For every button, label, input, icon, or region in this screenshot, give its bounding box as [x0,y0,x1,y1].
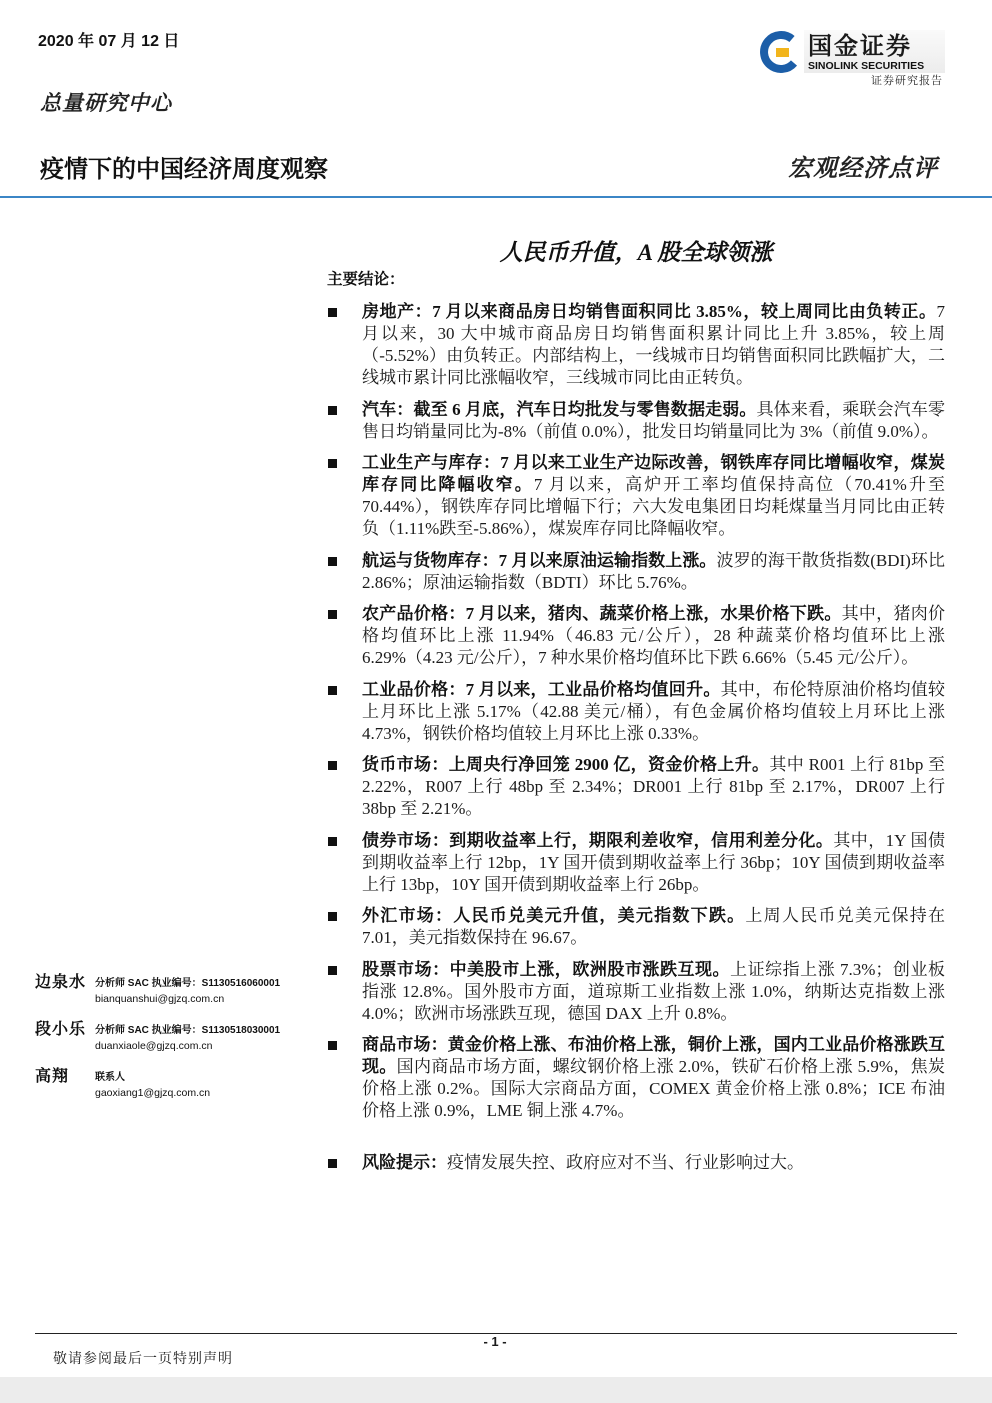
conclusion-heading: 股票市场：中美股市上涨，欧洲股市涨跌互现。 [362,959,731,979]
conclusion-heading: 房地产：7 月以来商品房日均销售面积同比 3.85%，较上周同比由负转正。 [362,302,937,321]
conclusion-item [362,905,945,949]
conclusion-heading: 债券市场：到期收益率上行，期限利差收窄，信用利差分化。 [362,830,834,850]
analyst-email: duanxiaole@gjzq.com.cn [95,1040,213,1052]
risk-warning-text: 疫情发展失控、政府应对不当、行业影响过大。 [447,1153,804,1172]
conclusion-heading: 汽车：截至 6 月底，汽车日均批发与零售数据走弱。 [362,399,757,419]
page-number: - 1 - [445,1334,545,1350]
analyst-card [35,974,315,1014]
conclusion-text: 其中，1Y 国债到期收益率上行 12bp，1Y 国开债到期收益率上行 36bp；10Y 国债到期收益率上行 13bp，10Y 国开债到期收益率上行 26bp。 [362,830,945,894]
analyst-name: 边泉水 [35,974,87,991]
risk-warning-item [362,1152,945,1174]
analyst-email: gaoxiang1@gjzq.com.cn [95,1087,211,1099]
conclusion-item [362,399,945,443]
bullet-square-icon [328,1041,337,1050]
footer-disclaimer: 敬请参阅最后一页特别声明 [53,1352,233,1367]
bullet-square-icon [328,761,337,770]
logo-name-cn: 国金证券 [808,32,912,60]
conclusion-text: 上周人民币兑美元保持在 7.01，美元指数保持在 96.67。 [362,906,946,947]
conclusion-heading: 外汇市场：人民币兑美元升值，美元指数下跌。 [362,906,746,925]
header-divider [0,196,992,198]
conclusion-text: 波罗的海干散货指数(BDI)环比 2.86%；原油运输指数（BDTI）环比 5.76%。 [362,550,945,592]
conclusion-item [362,754,945,820]
analyst-name: 高翔 [35,1068,70,1085]
conclusion-text: 7 月以来，高炉开工率均值保持高位（70.41%升至 70.44%），钢铁库存同比增幅下行；六大发电集团日均耗煤量当月同比由正转负（1.11%跌至-5.86%），煤炭库存同比降幅收窄。 [362,475,946,538]
bullet-square-icon [328,966,337,975]
bullet-square-icon [328,686,337,695]
sinolink-logo-icon [757,30,801,74]
bullet-square-icon [328,912,337,921]
logo-name-en: SINOLINK SECURITIES [808,60,925,72]
conclusion-text: 上证综指上涨 7.3%；创业板指涨 12.8%。国外股市方面，道琼斯工业指数上涨 1.0%，纳斯达克指数上涨 4.0%；欧洲市场涨跌互现，德国 DAX 上升 0.8%。 [362,959,945,1023]
logo-tagline: 证券研究报告 [871,75,943,87]
footer-band [0,1377,992,1403]
conclusion-heading: 工业品价格：7 月以来，工业品价格均值回升。 [362,679,721,699]
analyst-name: 段小乐 [35,1021,87,1038]
conclusions-label: 主要结论： [327,271,405,288]
report-date: 2020 年 07 月 12 日 [38,33,180,50]
bullet-square-icon [328,406,337,415]
conclusion-item [362,959,945,1025]
conclusion-item [362,603,945,669]
conclusion-heading: 商品市场：黄金价格上涨、布油价格上涨，铜价上涨，国内工业品价格涨跌互现。 [362,1035,945,1076]
conclusion-item [362,830,945,896]
conclusion-text: 7 月以来，30 大中城市商品房日均销售面积累计同比上升 3.85%，较上周（-5.52%）由负转正。内部结构上，一线城市日均销售面积同比跌幅扩大，二线城市累计同比涨幅收窄，三线城市同比由正转负。 [362,302,945,387]
conclusion-text: 具体来看，乘联会汽车零售日均销量同比为-8%（前值 0.0%），批发日均销量同比为 3%（前值 9.0%）。 [362,399,946,441]
conclusion-item [362,301,945,389]
analyst-role: 联系人 [95,1072,125,1083]
conclusion-item [362,679,945,745]
conclusions-list [362,301,945,1184]
conclusion-heading: 工业生产与库存：7 月以来工业生产边际改善，钢铁库存同比增幅收窄，煤炭库存同比降幅收窄。 [362,453,945,494]
page-title: 人民币升值，A 股全球领涨 [499,240,773,265]
conclusion-text: 其中 R001 上行 81bp 至 2.22%，R007 上行 48bp 至 2.34%；DR001 上行 81bp 至 2.17%，DR007 上行 38bp 至 2.21%。 [362,755,945,818]
analyst-email: bianquanshui@gjzq.com.cn [95,993,225,1005]
conclusion-text: 国内商品市场方面，螺纹钢价格上涨 2.0%，铁矿石价格上涨 5.9%，焦炭价格上涨 0.2%。国际大宗商品方面，COMEX 黄金价格上涨 0.8%；ICE 布油价格上涨 0.9%，LME 铜上涨 4.7%。 [362,1057,945,1120]
conclusion-text: 其中，猪肉价格均值环比上涨 11.94%（46.83 元/公斤），28 种蔬菜价格均值环比上涨 6.29%（4.23 元/公斤），7 种水果价格均值环比下跌 6.66%（5.45 元/公斤）。 [362,604,946,667]
analyst-role: 分析师 SAC 执业编号：S1130518030001 [95,1025,281,1036]
analyst-card [35,1021,315,1061]
bullet-square-icon [328,1159,337,1168]
risk-warning-heading: 风险提示： [362,1153,447,1172]
bullet-square-icon [328,459,337,468]
report-type: 宏观经济点评 [788,156,938,182]
bullet-square-icon [328,837,337,846]
conclusion-item [362,452,945,540]
conclusion-item [362,1034,945,1122]
conclusion-heading: 农产品价格：7 月以来，猪肉、蔬菜价格上涨，水果价格下跌。 [362,604,842,623]
report-series-title: 疫情下的中国经济周度观察 [40,155,328,183]
bullet-square-icon [328,610,337,619]
bullet-square-icon [328,308,337,317]
conclusion-item [362,550,945,594]
research-center-name: 总量研究中心 [40,91,172,115]
conclusion-heading: 货币市场：上周央行净回笼 2900 亿，资金价格上升。 [362,755,770,774]
analyst-role: 分析师 SAC 执业编号：S1130516060001 [95,978,281,989]
conclusion-text: 其中，布伦特原油价格均值较上月环比上涨 5.17%（42.88 美元/桶），有色金属价格均值较上月环比上涨 4.73%，钢铁价格均值较上月环比上涨 0.33%。 [362,679,946,743]
conclusion-heading: 航运与货物库存：7 月以来原油运输指数上涨。 [362,550,717,570]
analyst-card [35,1068,315,1108]
bullet-square-icon [328,557,337,566]
